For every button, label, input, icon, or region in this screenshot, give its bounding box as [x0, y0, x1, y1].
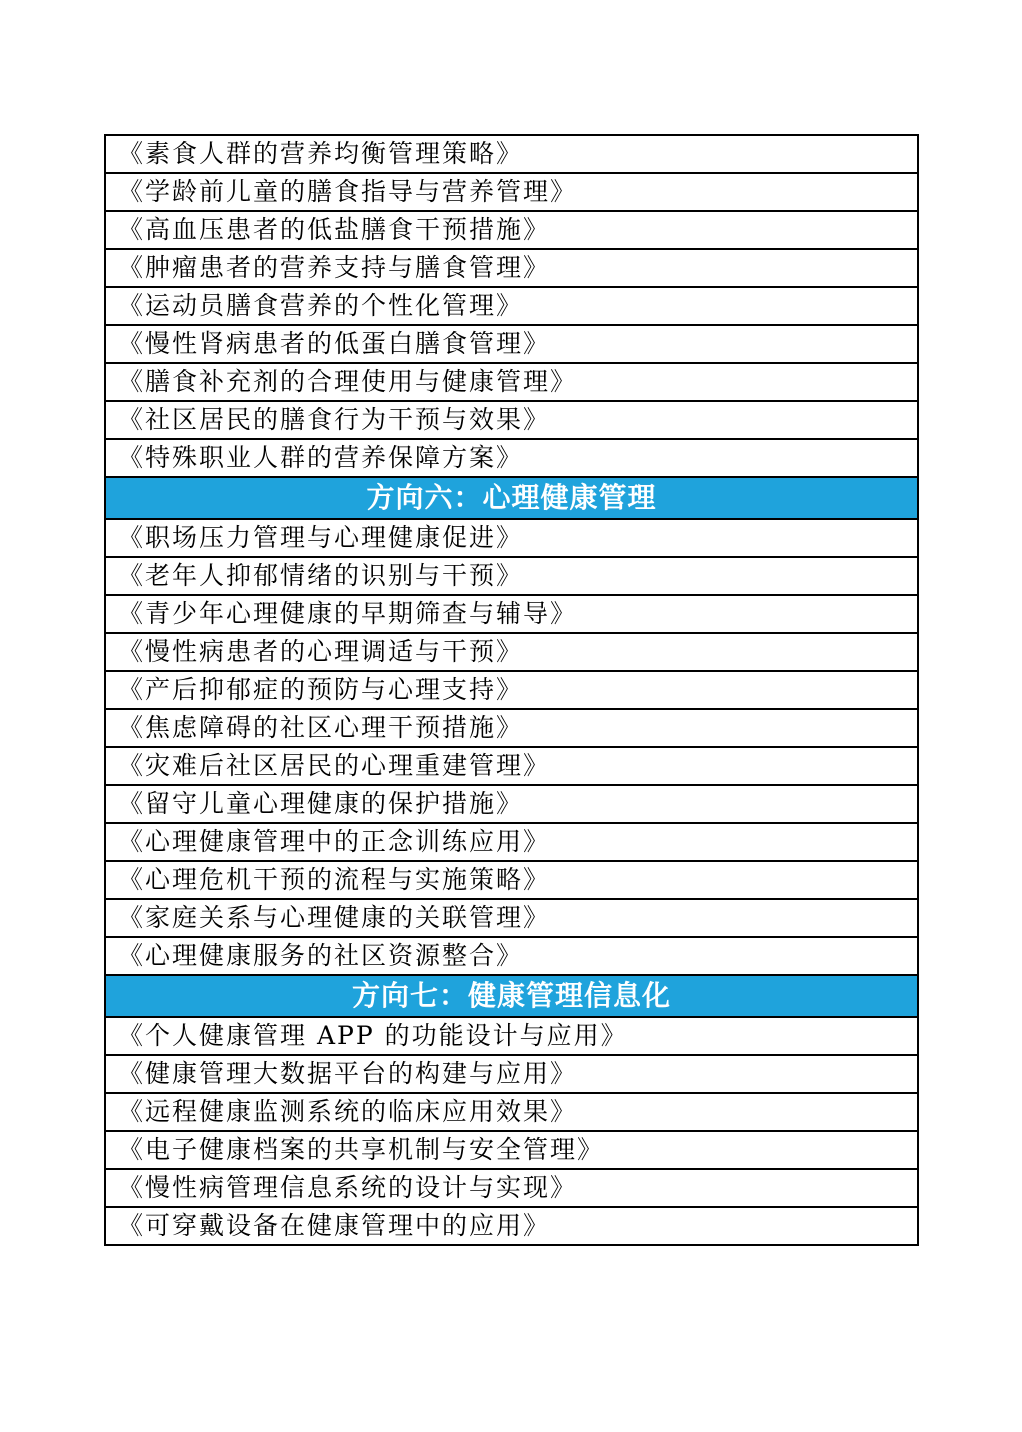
- table-row: [105, 1207, 918, 1245]
- topic-title: 《留守儿童心理健康的保护措施》: [105, 785, 918, 823]
- section-header-row: [105, 975, 918, 1017]
- table-row: [105, 1131, 918, 1169]
- topic-title: 《可穿戴设备在健康管理中的应用》: [105, 1207, 918, 1245]
- topic-title: 《素食人群的营养均衡管理策略》: [105, 135, 918, 173]
- table-row: [105, 823, 918, 861]
- topic-title: 《心理健康服务的社区资源整合》: [105, 937, 918, 975]
- topic-table: [104, 134, 919, 1246]
- table-row: [105, 633, 918, 671]
- topic-title: 《电子健康档案的共享机制与安全管理》: [105, 1131, 918, 1169]
- table-row: [105, 595, 918, 633]
- table-row: [105, 135, 918, 173]
- topic-title: 《青少年心理健康的早期筛查与辅导》: [105, 595, 918, 633]
- topic-title: 《高血压患者的低盐膳食干预措施》: [105, 211, 918, 249]
- topic-title: 《社区居民的膳食行为干预与效果》: [105, 401, 918, 439]
- topic-title: 《心理危机干预的流程与实施策略》: [105, 861, 918, 899]
- topic-title: 《远程健康监测系统的临床应用效果》: [105, 1093, 918, 1131]
- table-row: [105, 937, 918, 975]
- table-row: [105, 401, 918, 439]
- table-row: [105, 709, 918, 747]
- topic-title: 《膳食补充剂的合理使用与健康管理》: [105, 363, 918, 401]
- topic-title: 《慢性肾病患者的低蛋白膳食管理》: [105, 325, 918, 363]
- topic-title: 《特殊职业人群的营养保障方案》: [105, 439, 918, 477]
- topic-title: 《慢性病患者的心理调适与干预》: [105, 633, 918, 671]
- topic-title: 《灾难后社区居民的心理重建管理》: [105, 747, 918, 785]
- table-row: [105, 1055, 918, 1093]
- table-row: [105, 671, 918, 709]
- table-row: [105, 519, 918, 557]
- topic-title: 《老年人抑郁情绪的识别与干预》: [105, 557, 918, 595]
- topic-title: 《学龄前儿童的膳食指导与营养管理》: [105, 173, 918, 211]
- topic-title: 《运动员膳食营养的个性化管理》: [105, 287, 918, 325]
- topic-title: 《职场压力管理与心理健康促进》: [105, 519, 918, 557]
- table-row: [105, 325, 918, 363]
- topic-title: 《个人健康管理 APP 的功能设计与应用》: [105, 1017, 918, 1055]
- table-row: [105, 899, 918, 937]
- topic-title: 《焦虑障碍的社区心理干预措施》: [105, 709, 918, 747]
- table-row: [105, 249, 918, 287]
- table-row: [105, 287, 918, 325]
- section-header-psychological-health: 方向六：心理健康管理: [105, 477, 918, 519]
- table-row: [105, 747, 918, 785]
- section-header-health-informatization: 方向七：健康管理信息化: [105, 975, 918, 1017]
- table-row: [105, 1017, 918, 1055]
- table-row: [105, 1169, 918, 1207]
- table-row: [105, 173, 918, 211]
- table-row: [105, 557, 918, 595]
- table-row: [105, 211, 918, 249]
- topic-title: 《肿瘤患者的营养支持与膳食管理》: [105, 249, 918, 287]
- topic-title: 《健康管理大数据平台的构建与应用》: [105, 1055, 918, 1093]
- topic-title: 《产后抑郁症的预防与心理支持》: [105, 671, 918, 709]
- topic-title: 《家庭关系与心理健康的关联管理》: [105, 899, 918, 937]
- topic-title: 《慢性病管理信息系统的设计与实现》: [105, 1169, 918, 1207]
- table-row: [105, 363, 918, 401]
- table-row: [105, 785, 918, 823]
- table-row: [105, 439, 918, 477]
- table-row: [105, 1093, 918, 1131]
- topic-title: 《心理健康管理中的正念训练应用》: [105, 823, 918, 861]
- table-row: [105, 861, 918, 899]
- section-header-row: [105, 477, 918, 519]
